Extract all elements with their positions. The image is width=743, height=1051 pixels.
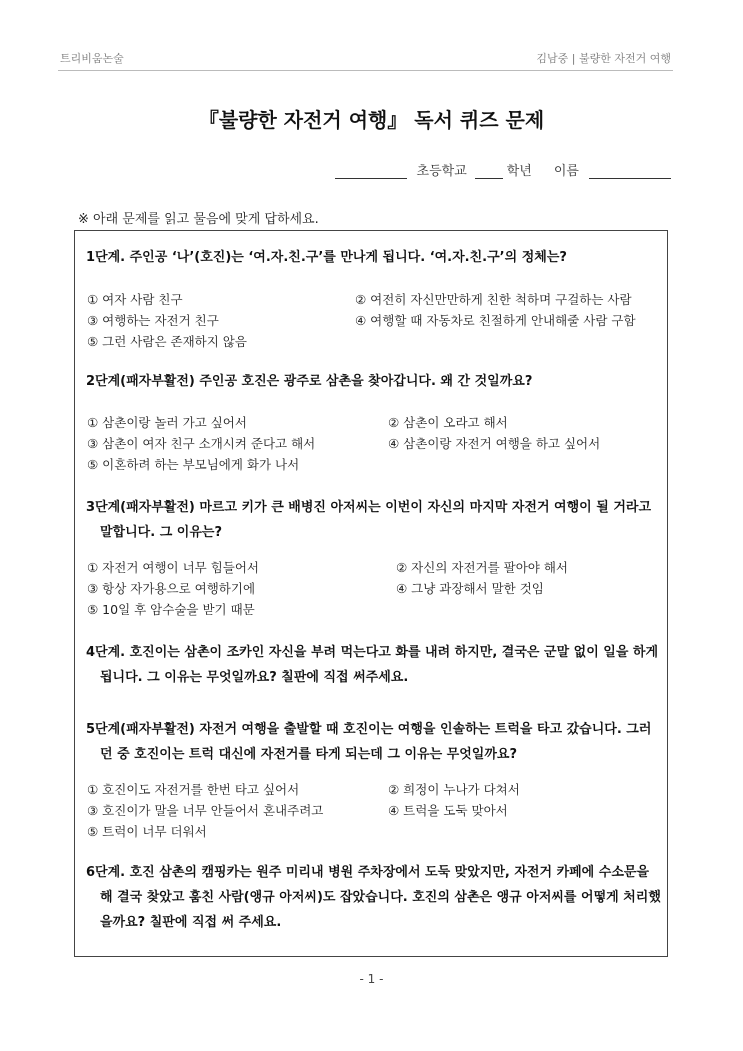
instruction: ※ 아래 문제를 읽고 물음에 맞게 답하세요. [78, 212, 319, 227]
page-number: - 1 - [359, 972, 384, 986]
q1-option-1[interactable]: ① 여자 사람 친구 [87, 292, 183, 307]
q5-option-3[interactable]: ③ 호진이가 말을 너무 안들어서 혼내주려고 [87, 803, 324, 818]
name-blank[interactable] [589, 164, 671, 179]
q3-option-1[interactable]: ① 자전거 여행이 너무 힘들어서 [87, 560, 260, 575]
q5-option-5[interactable]: ⑤ 트럭이 너무 더워서 [87, 824, 207, 839]
q3-option-5[interactable]: ⑤ 10일 후 암수술을 받기 때문 [87, 602, 255, 617]
school-label: 초등학교 [416, 164, 467, 179]
question-4: 4단계. 호진이는 삼촌이 조카인 자신을 부려 먹는다고 화를 내려 하지만, 결국은 군말 없이 일을 하게 됩니다. 그 이유는 무엇일까요? 칠판에 직접 써주세요. [86, 645, 659, 685]
q2-option-5[interactable]: ⑤ 이혼하려 하는 부모님에게 화가 나서 [87, 457, 300, 472]
q2-option-4[interactable]: ④ 삼촌이랑 자전거 여행을 하고 싶어서 [388, 436, 601, 451]
q5-option-1[interactable]: ① 호진이도 자전거를 한번 타고 싶어서 [87, 782, 300, 797]
q1-option-5[interactable]: ⑤ 그런 사람은 존재하지 않음 [87, 334, 247, 349]
grade-blank[interactable] [475, 164, 503, 179]
q3-option-4[interactable]: ④ 그냥 과장해서 말한 것임 [396, 581, 544, 596]
question-2: 2단계(패자부활전) 주인공 호진은 광주로 삼촌을 찾아갑니다. 왜 간 것일까요? [86, 374, 533, 389]
q1-option-3[interactable]: ③ 여행하는 자전거 친구 [87, 313, 219, 328]
q2-option-2[interactable]: ② 삼촌이 오라고 해서 [388, 415, 508, 430]
question-6: 6단계. 호진 삼촌의 캠핑카는 원주 미리내 병원 주차장에서 도둑 맞았지만, 자전거 카페에 수소문을 해 결국 찾았고 훔친 사람(앵규 아저씨)도 잡았습니다. 호진의 삼촌은 앵규 아저씨를 어떻게 처리했을까요? 칠판에 직접 써 주세요. [86, 865, 661, 930]
q5-option-4[interactable]: ④ 트럭을 도둑 맞아서 [388, 803, 508, 818]
header-left: 트리비움논술 [60, 52, 124, 65]
q1-option-4[interactable]: ④ 여행할 때 자동차로 친절하게 안내해줄 사람 구함 [355, 313, 636, 328]
question-3: 3단계(패자부활전) 마르고 키가 큰 배병진 아저씨는 이번이 자신의 마지막 자전거 여행이 될 거라고 말합니다. 그 이유는? [86, 500, 652, 540]
q3-option-2[interactable]: ② 자신의 자전거를 팔아야 해서 [396, 560, 569, 575]
school-blank[interactable] [335, 164, 407, 179]
header-right: 김남중 | 불량한 자전거 여행 [536, 52, 671, 65]
q3-option-3[interactable]: ③ 항상 자가용으로 여행하기에 [87, 581, 256, 596]
page-title: 『불량한 자전거 여행』 독서 퀴즈 문제 [198, 108, 545, 132]
q1-option-2[interactable]: ② 여전히 자신만만하게 친한 척하며 구걸하는 사람 [355, 292, 632, 307]
student-info [335, 160, 671, 179]
q2-option-1[interactable]: ① 삼촌이랑 놀러 가고 싶어서 [87, 415, 247, 430]
q2-option-3[interactable]: ③ 삼촌이 여자 친구 소개시켜 준다고 해서 [87, 436, 316, 451]
header-divider [58, 70, 673, 71]
q5-option-2[interactable]: ② 희정이 누나가 다쳐서 [388, 782, 520, 797]
question-1: 1단계. 주인공 ‘나’(호진)는 ‘여.자.친.구’를 만나게 됩니다. ‘여.자.친.구’의 정체는? [86, 250, 567, 265]
name-label: 이름 [553, 164, 579, 179]
question-5: 5단계(패자부활전) 자전거 여행을 출발할 때 호진이는 여행을 인솔하는 트럭을 타고 갔습니다. 그러던 중 호진이는 트럭 대신에 자전거를 타게 되는데 그 이유는 무엇일까요? [86, 722, 652, 762]
grade-label: 학년 [506, 164, 532, 179]
